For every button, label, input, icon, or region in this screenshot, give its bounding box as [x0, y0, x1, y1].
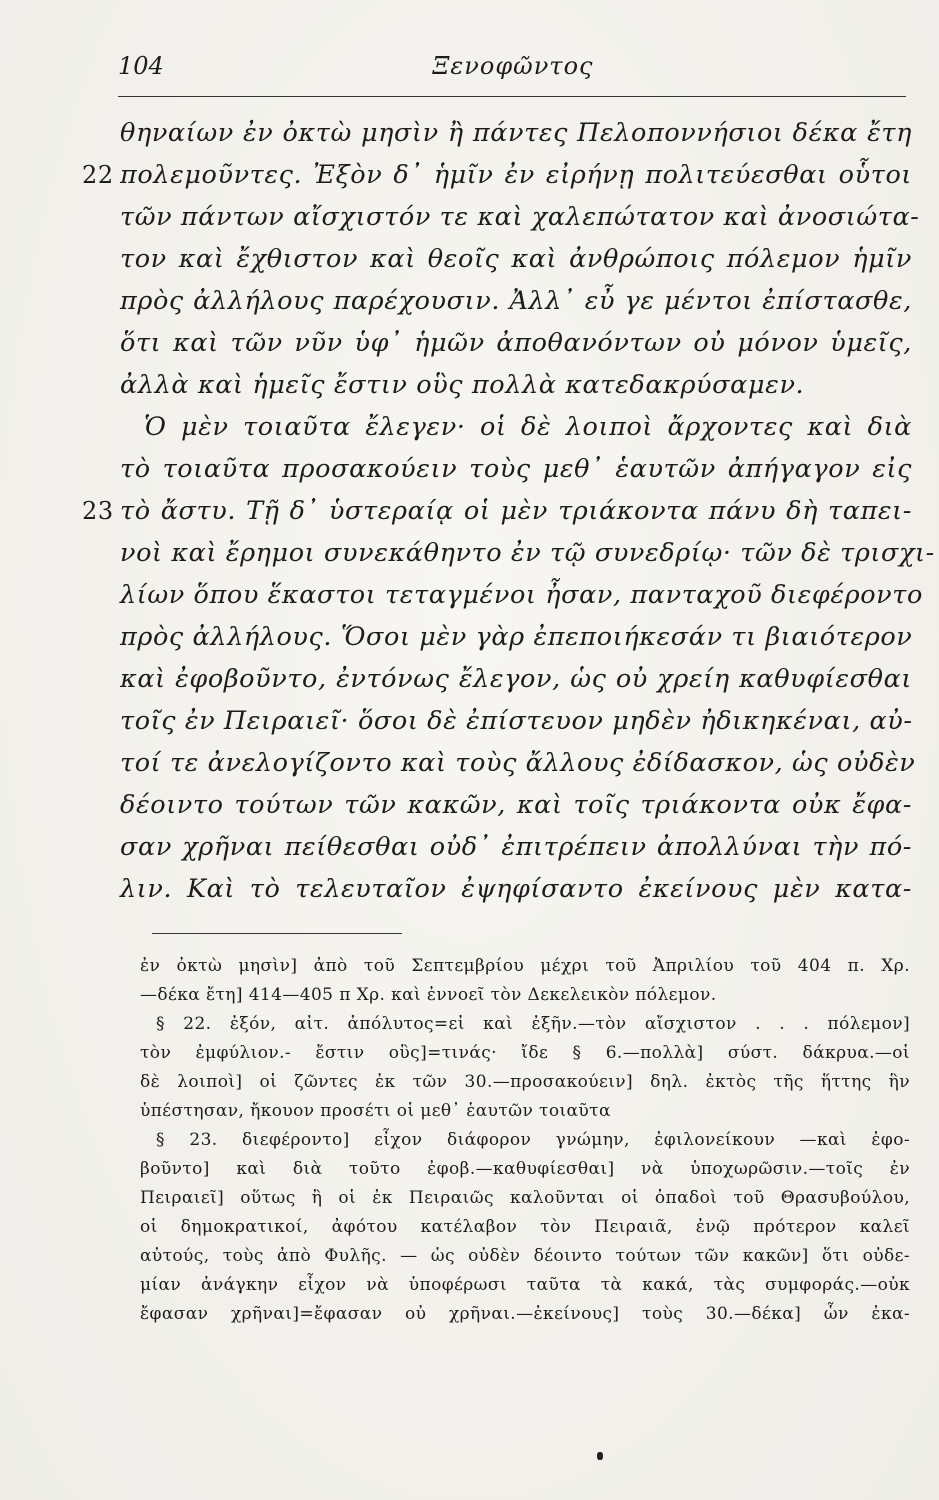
running-title: Ξενοφῶντος: [432, 52, 594, 80]
text-line: [82, 574, 923, 616]
section-number: 23: [82, 497, 114, 525]
text-line: [82, 154, 912, 196]
main-text-block: [82, 112, 935, 910]
text-line: [82, 238, 912, 280]
footnote-line: βοῦντο] καὶ διὰ τοῦτο ἐφοβ.—καθυφίεσθαι] νὰ ὑποχωρῶσιν.—τοῖς ἐν: [140, 1159, 910, 1179]
text-line-content: θηναίων ἐν ὀκτὼ μησὶν ἢ πάντες Πελοποννήσιοι δέκα ἔτη: [120, 118, 912, 148]
text-line: [82, 280, 912, 322]
page-number: 104: [118, 52, 164, 80]
text-line: [82, 448, 912, 490]
footnote-line: § 22. ἐξόν, αἰτ. ἀπόλυτος=εἰ καὶ ἐξῆν.—τὸν αἴσχιστον . . . πόλεμον]: [156, 1014, 910, 1034]
footnote-line: Πειραιεῖ] οὕτως ἢ οἱ ἐκ Πειραιῶς καλοῦνται οἱ ὀπαδοὶ τοῦ Θρασυβούλου,: [140, 1188, 910, 1208]
text-line-content: νοὶ καὶ ἔρημοι συνεκάθηντο ἐν τῷ συνεδρίῳ· τῶν δὲ τρισχι-: [120, 538, 935, 568]
text-line: [82, 364, 912, 406]
footnote-rule: [152, 933, 402, 934]
footnote-line: —δέκα ἔτη] 414—405 π Χρ. καὶ ἐννοεῖ τὸν Δεκελεικὸν πόλεμον.: [140, 985, 717, 1005]
text-line-content: ὅτι καὶ τῶν νῦν ὑφ᾽ ἡμῶν ἀποθανόντων οὐ μόνον ὑμεῖς,: [120, 328, 912, 358]
text-line: [82, 826, 912, 868]
text-line-content: λιν. Καὶ τὸ τελευταῖον ἐψηφίσαντο ἐκείνους μὲν κατα-: [120, 874, 912, 904]
text-line-content: δέοιντο τούτων τῶν κακῶν, καὶ τοῖς τριάκοντα οὐκ ἔφα-: [120, 790, 912, 820]
section-number: 22: [82, 161, 114, 189]
text-line: [82, 784, 912, 826]
text-line-content: τον καὶ ἔχθιστον καὶ θεοῖς καὶ ἀνθρώποις πόλεμον ἡμῖν: [120, 244, 912, 274]
text-line-content: πρὸς ἀλλήλους παρέχουσιν. Ἀλλ᾽ εὖ γε μέντοι ἐπίστασθε,: [120, 286, 912, 316]
text-line-content: σαν χρῆναι πείθεσθαι οὐδ᾽ ἐπιτρέπειν ἀπολλύναι τὴν πό-: [120, 832, 912, 862]
text-line-content: τῶν πάντων αἴσχιστόν τε καὶ χαλεπώτατον καὶ ἀνοσιώτα-: [120, 202, 920, 232]
footnote-line: § 23. διεφέροντο] εἶχον διάφορον γνώμην, ἐφιλονείκουν —καὶ ἐφο-: [156, 1130, 910, 1150]
text-line: [82, 196, 920, 238]
text-line: [82, 742, 916, 784]
text-line-content: τὸ ἄστυ. Τῇ δ᾽ ὑστεραίᾳ οἱ μὲν τριάκοντα πάνυ δὴ ταπει-: [120, 496, 912, 526]
text-line: [82, 616, 912, 658]
text-line: [82, 658, 912, 700]
text-line: [82, 490, 912, 532]
text-line-content: λίων ὅπου ἕκαστοι τεταγμένοι ἦσαν, πανταχοῦ διεφέροντο: [120, 580, 923, 610]
footnote-line: τὸν ἐμφύλιον.- ἔστιν οὓς]=τινάς· ἴδε § 6.—πολλὰ] σύστ. δάκρυα.—οἱ: [140, 1043, 910, 1063]
text-line-content: πρὸς ἀλλήλους. Ὅσοι μὲν γὰρ ἐπεποιήκεσάν τι βιαιότερον: [120, 622, 913, 652]
text-line: [82, 406, 912, 448]
text-line-content: καὶ ἐφοβοῦντο, ἐντόνως ἔλεγον, ὡς οὐ χρείη καθυφίεσθαι: [120, 664, 912, 694]
text-line: [82, 868, 912, 910]
text-line-content: πολεμοῦντες. Ἐξὸν δ᾽ ἡμῖν ἐν εἰρήνῃ πολιτεύεσθαι οὗτοι: [120, 160, 912, 190]
footnote-line: αὐτούς, τοὺς ἀπὸ Φυλῆς. — ὡς οὐδὲν δέοιντο τούτων τῶν κακῶν] ὅτι οὐδε-: [140, 1246, 910, 1266]
text-line-content: ἀλλὰ καὶ ἡμεῖς ἔστιν οὓς πολλὰ κατεδακρύσαμεν.: [120, 370, 805, 400]
footnote-line: μίαν ἀνάγκην εἶχον νὰ ὑποφέρωσι ταῦτα τὰ κακά, τὰς συμφοράς.—οὐκ: [140, 1275, 910, 1295]
text-line: [82, 700, 912, 742]
footnotes-block: [140, 952, 910, 1329]
footnote-line: οἱ δημοκρατικοί, ἀφότου κατέλαβον τὸν Πειραιᾶ, ἐνῷ πρότερον καλεῖ: [140, 1217, 910, 1237]
page-header: [118, 48, 908, 88]
text-line: [82, 532, 935, 574]
header-rule: [118, 96, 906, 97]
footnote-line: ἔφασαν χρῆναι]=ἔφασαν οὐ χρῆναι.—ἐκείνους] τοὺς 30.—δέκα] ὧν ἐκα-: [140, 1304, 910, 1324]
text-line: [82, 322, 912, 364]
footnote-line: ὑπέστησαν, ἤκουον προσέτι οἱ μεθ᾽ ἑαυτῶν τοιαῦτα: [140, 1101, 611, 1121]
footnote-line: δὲ λοιποὶ] οἱ ζῶντες ἐκ τῶν 30.—προσακούειν] δηλ. ἐκτὸς τῆς ἥττης ἣν: [140, 1072, 910, 1092]
footnote-line: ἐν ὀκτὼ μησὶν] ἀπὸ τοῦ Σεπτεμβρίου μέχρι τοῦ Ἀπριλίου τοῦ 404 π. Χρ.: [140, 956, 910, 976]
text-line-content: τοί τε ἀνελογίζοντο καὶ τοὺς ἄλλους ἐδίδασκον, ὡς οὐδὲν: [120, 748, 916, 778]
text-line-content: Ὁ μὲν τοιαῦτα ἔλεγεν· οἱ δὲ λοιποὶ ἄρχοντες καὶ διὰ: [144, 412, 912, 442]
text-line-content: τοῖς ἐν Πειραιεῖ· ὅσοι δὲ ἐπίστευον μηδὲν ἠδικηκέναι, αὐ-: [120, 706, 913, 736]
text-line-content: τὸ τοιαῦτα προσακούειν τοὺς μεθ᾽ ἑαυτῶν ἀπήγαγον εἰς: [120, 454, 912, 484]
text-line: [82, 112, 912, 154]
ink-speck: [597, 1452, 603, 1460]
